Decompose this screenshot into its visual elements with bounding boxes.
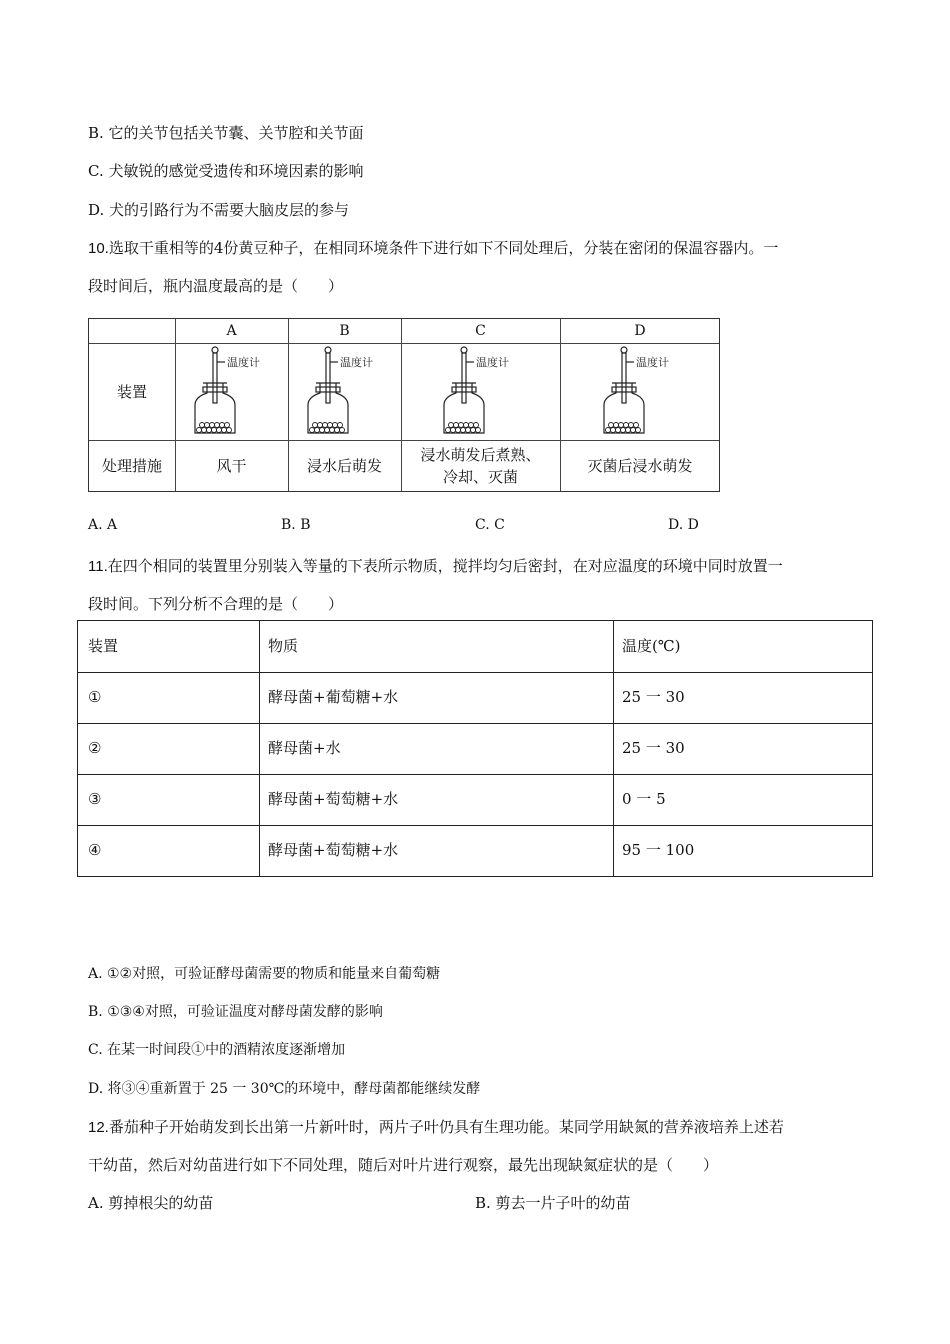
q11-option-d: D. 将③④重新置于 25 一 30℃的环境中，酵母菌都能继续发酵 (88, 1081, 481, 1097)
apparatus-c-icon (434, 345, 534, 439)
q9-option-b: B. 它的关节包括关节囊、关节腔和关节面 (88, 124, 364, 142)
q9-option-c: C. 犬敏锐的感觉受遗传和环境因素的影响 (88, 162, 364, 180)
figure-header-d: D (634, 323, 646, 339)
q12-stem-line2: 干幼苗，然后对幼苗进行如下不同处理，随后对叶片进行观察，最先出现缺氮症状的是（ ） (88, 1156, 719, 1174)
q11-stem-text: 在四个相同的装置里分别装入等量的下表所示物质，搅拌均匀后密封，在对应温度的环境中同时放置一 (107, 557, 783, 575)
table-row-1-temperature: 25 一 30 (622, 688, 685, 706)
q10-number: 10. (88, 240, 109, 257)
apparatus-b-icon (298, 345, 398, 439)
table-row-3-substance: 酵母菌+萄萄糖+水 (268, 790, 399, 808)
apparatus-a-icon (185, 345, 285, 439)
q11-data-table (77, 620, 873, 877)
table-header-temperature: 温度(℃) (622, 637, 681, 655)
table-row-4-substance: 酵母菌+萄萄糖+水 (268, 841, 399, 859)
figure-header-c: C (475, 323, 486, 339)
q11-number: 11. (88, 558, 108, 575)
q9-option-d: D. 犬的引路行为不需要大脑皮层的参与 (88, 201, 350, 219)
table-row-1-device: ① (88, 688, 102, 706)
table-header-substance: 物质 (268, 637, 299, 655)
table-row-4-temperature: 95 一 100 (622, 841, 695, 859)
q11-option-c: C. 在某一时间段①中的酒精浓度逐渐增加 (88, 1042, 346, 1058)
q10-option-c: C. C (475, 517, 505, 533)
q12-stem-text: 番茄种子开始萌发到长出第一片新叶时，两片子叶仍具有生理功能。某同学用缺氮的营养液培养上述若 (108, 1118, 784, 1136)
figure-header-b: B (339, 323, 350, 339)
thermometer-label-d: 温度计 (636, 356, 669, 369)
q10-stem-line1 (88, 237, 778, 258)
thermometer-label-b: 温度计 (340, 356, 373, 369)
treatment-a: 风干 (216, 457, 247, 475)
table-row-2-temperature: 25 一 30 (622, 739, 685, 757)
q12-number: 12. (88, 1119, 109, 1136)
treatment-c-line1: 浸水萌发后煮熟、 (420, 446, 541, 464)
figure-row-label-device: 装置 (116, 382, 147, 401)
table-row-3-temperature: 0 一 5 (622, 790, 666, 808)
q10-option-d: D. D (668, 517, 699, 533)
treatment-b: 浸水后萌发 (306, 457, 382, 475)
q12-option-a: A. 剪掉根尖的幼苗 (88, 1194, 214, 1212)
q10-stem-text: 选取干重相等的4份黄豆种子，在相同环境条件下进行如下不同处理后，分装在密闭的保温容器内。一 (108, 239, 779, 257)
q10-option-a: A. A (88, 517, 118, 533)
q11-option-a: A. ①②对照，可验证酵母菌需要的物质和能量来自葡萄糖 (88, 966, 441, 982)
q11-stem-line1 (88, 555, 783, 576)
figure-header-a: A (226, 323, 237, 339)
table-row-4-device: ④ (88, 841, 102, 859)
q12-option-b: B. 剪去一片子叶的幼苗 (475, 1194, 631, 1212)
treatment-c (401, 440, 560, 492)
q10-stem-line2: 段时间后，瓶内温度最高的是（ ） (88, 277, 344, 295)
table-row-2-substance: 酵母菌+水 (268, 739, 341, 757)
q10-figure-table (88, 318, 720, 492)
q11-option-b: B. ①③④对照，可验证温度对酵母菌发酵的影响 (88, 1004, 383, 1020)
q11-stem-line2: 段时间。下列分析不合理的是（ ） (88, 595, 344, 613)
table-header-device: 装置 (88, 637, 119, 655)
treatment-c-line2: 冷却、灭菌 (442, 468, 518, 486)
treatment-d: 灭菌后浸水萌发 (587, 457, 693, 475)
table-row-3-device: ③ (88, 790, 102, 808)
thermometer-label-a: 温度计 (227, 356, 260, 369)
table-row-2-device: ② (88, 739, 102, 757)
q10-option-b: B. B (281, 517, 311, 533)
figure-row-label-treatment: 处理措施 (101, 457, 162, 475)
q12-stem-line1 (88, 1116, 784, 1137)
apparatus-d-icon (594, 345, 694, 439)
thermometer-label-c: 温度计 (476, 356, 509, 369)
table-row-1-substance: 酵母菌+葡萄糖+水 (268, 688, 399, 706)
